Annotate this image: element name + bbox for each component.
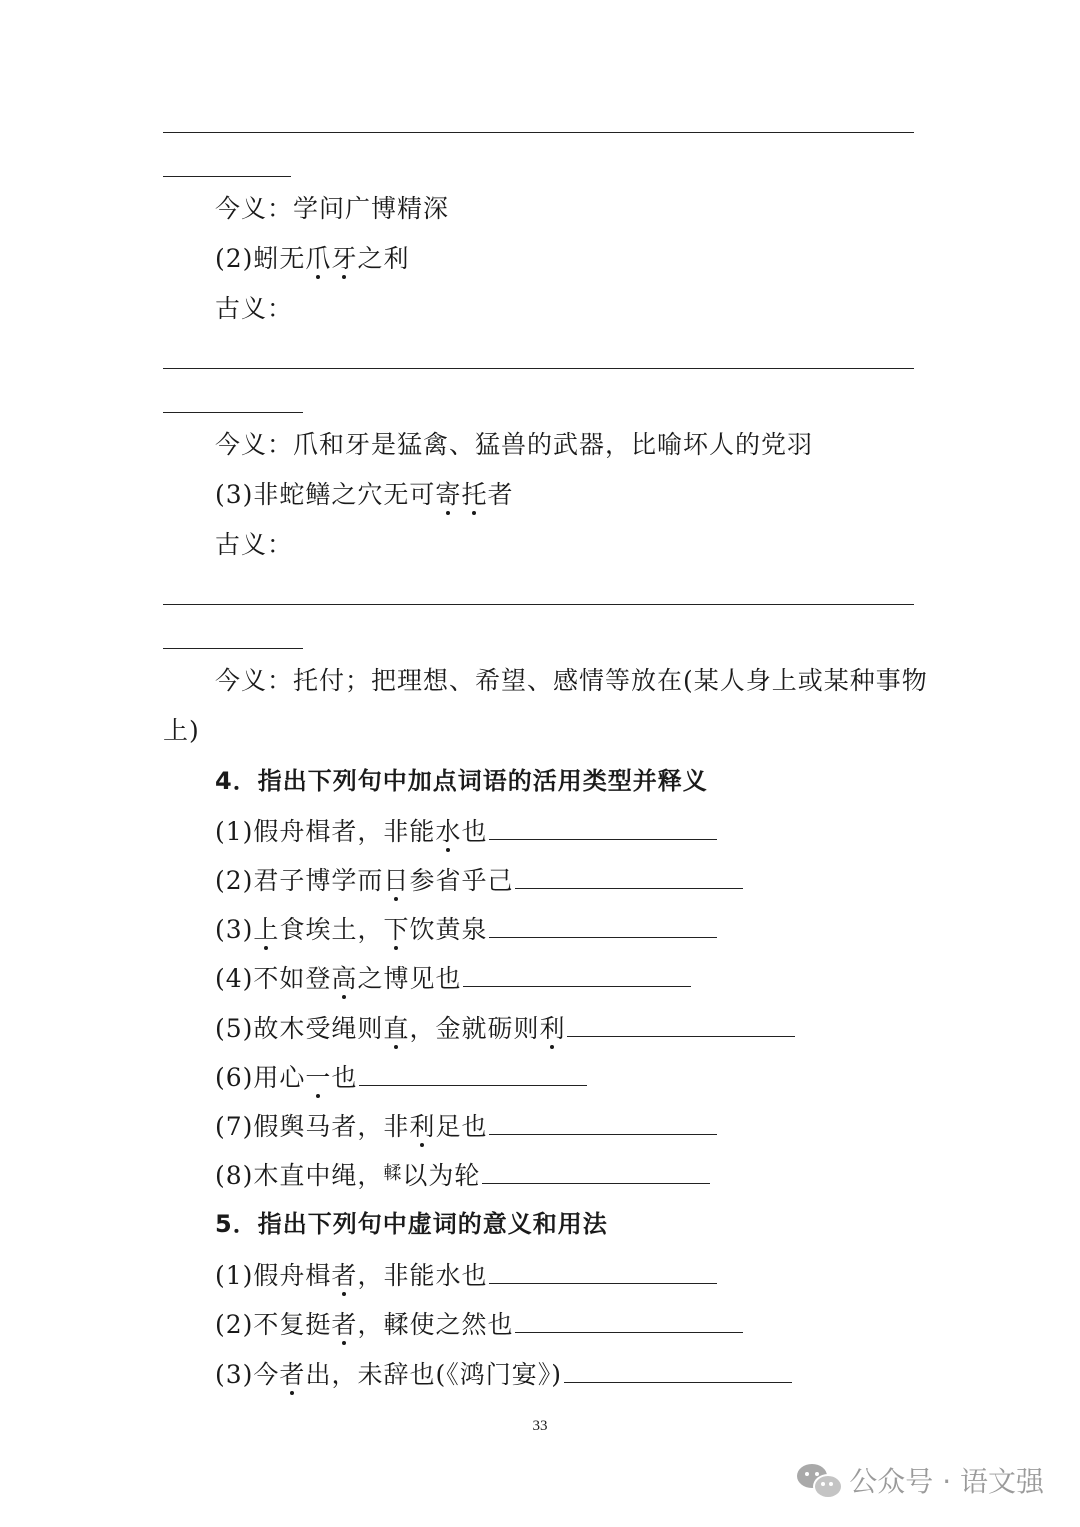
text-span: 饮黄泉	[409, 915, 488, 944]
text-span: (5)故木受绳则	[215, 1014, 384, 1043]
section-heading: 4．指出下列句中加点词语的活用类型并释义	[215, 767, 708, 795]
dotted-char: 水	[435, 817, 462, 846]
answer-blank[interactable]	[489, 813, 717, 840]
answer-blank[interactable]	[489, 911, 717, 938]
question-line	[215, 1306, 743, 1342]
answer-blank[interactable]	[515, 1306, 743, 1333]
wechat-icon	[797, 1462, 841, 1498]
text-span: (2)君子博学而	[215, 866, 384, 895]
dotted-char: 利	[539, 1014, 566, 1043]
question-line	[215, 813, 717, 849]
answer-blank[interactable]	[482, 1157, 710, 1184]
text-span: 者	[487, 480, 514, 509]
dotted-char: 一	[305, 1063, 332, 1092]
text-line: 今义：托付；把理想、希望、感情等放在(某人身上或某种事物	[215, 666, 928, 695]
text-span: (1)假舟楫者，非能	[215, 817, 436, 846]
small-char: 輮	[383, 1163, 403, 1184]
dotted-char: 下	[383, 915, 410, 944]
text-span: 之博见也	[357, 964, 462, 993]
dotted-char: 日	[383, 866, 410, 895]
answer-line	[163, 648, 303, 649]
question-line	[215, 1108, 717, 1144]
text-span: (1)假舟楫	[215, 1261, 332, 1290]
dotted-char: 者	[331, 1261, 358, 1290]
answer-blank[interactable]	[489, 1108, 717, 1135]
text-span: ，金就砺则	[409, 1014, 540, 1043]
answer-line	[163, 604, 914, 605]
dotted-char: 上	[253, 915, 280, 944]
text-span: (3)	[215, 915, 254, 944]
text-span: 食埃土，	[279, 915, 384, 944]
dotted-char: 牙	[331, 244, 358, 273]
watermark-text: 公众号 · 语文强	[849, 1465, 1044, 1498]
dotted-char: 托	[461, 480, 488, 509]
question-line	[215, 1157, 710, 1193]
question-line	[215, 1356, 792, 1392]
text-span: 也	[331, 1063, 358, 1092]
dotted-char: 者	[279, 1360, 306, 1389]
dotted-char: 直	[383, 1014, 410, 1043]
question-line	[215, 1010, 795, 1046]
text-span: (2)不复挺	[215, 1310, 332, 1339]
answer-blank[interactable]	[567, 1010, 795, 1037]
question-line	[215, 960, 691, 996]
text-span: (2)蚓无	[215, 244, 306, 273]
watermark	[797, 1460, 1044, 1500]
dotted-char: 寄	[435, 480, 462, 509]
text-span: 以为轮	[402, 1161, 481, 1190]
question-line	[215, 862, 743, 898]
text-span: ，非能水也	[357, 1261, 488, 1290]
dotted-char: 利	[409, 1112, 436, 1141]
answer-line	[163, 368, 914, 369]
question-line	[215, 1059, 587, 1095]
dotted-char: 爪	[305, 244, 332, 273]
text-line: 今义：学问广博精深	[215, 194, 450, 223]
text-span: (3)今	[215, 1360, 280, 1389]
text-span: (7)假舆马者，非	[215, 1112, 410, 1141]
answer-line	[163, 176, 291, 177]
text-line: 古义：	[215, 530, 294, 559]
text-span: 参省乎己	[409, 866, 514, 895]
text-line: 今义：爪和牙是猛禽、猛兽的武器，比喻坏人的党羽	[215, 430, 814, 459]
page-number: 33	[532, 1418, 548, 1434]
text-span: 出，未辞也(《鸿门宴》)	[305, 1360, 562, 1389]
question-line	[215, 911, 717, 947]
answer-line	[163, 412, 303, 413]
text-line: 古义：	[215, 294, 294, 323]
text-line: 上)	[163, 716, 200, 745]
dotted-char: 者	[331, 1310, 358, 1339]
answer-blank[interactable]	[463, 960, 691, 987]
answer-line	[163, 132, 914, 133]
question-line	[215, 1257, 717, 1293]
dotted-char: 高	[331, 964, 358, 993]
text-span: 也	[461, 817, 488, 846]
text-span: (4)不如登	[215, 964, 332, 993]
answer-blank[interactable]	[359, 1059, 587, 1086]
answer-blank[interactable]	[564, 1356, 792, 1383]
text-span: ，輮使之然也	[357, 1310, 514, 1339]
question-line	[215, 242, 409, 276]
answer-blank[interactable]	[515, 862, 743, 889]
text-span: (8)木直中绳，	[215, 1161, 384, 1190]
text-span: (3)非蛇鳝之穴无可	[215, 480, 436, 509]
text-span: 足也	[435, 1112, 488, 1141]
question-line	[215, 478, 513, 512]
text-span: 之利	[357, 244, 410, 273]
section-heading: 5．指出下列句中虚词的意义和用法	[215, 1210, 608, 1238]
answer-blank[interactable]	[489, 1257, 717, 1284]
text-span: (6)用心	[215, 1063, 306, 1092]
